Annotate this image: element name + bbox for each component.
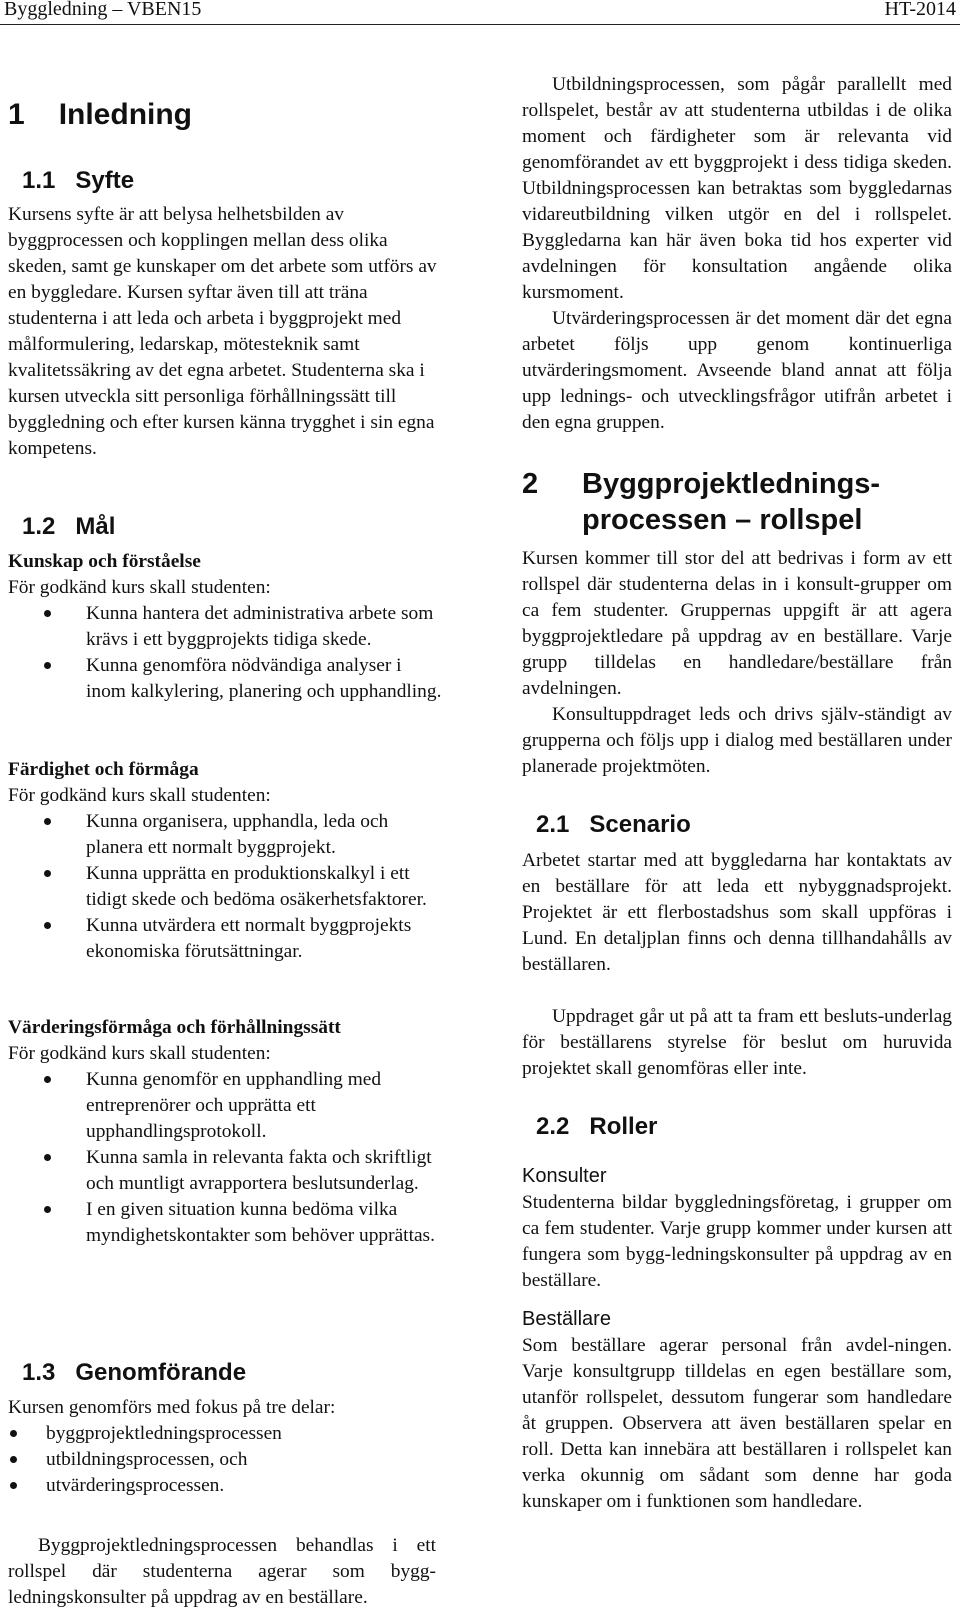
heading-title: Syfte [75,167,135,194]
goal-group-heading: Värderingsförmåga och förhållningssätt [8,1017,341,1038]
bullet-icon [44,662,51,669]
genomforande-intro: Kursen genomförs med fokus på tre delar: [8,1397,336,1418]
header-term: HT-2014 [884,0,956,20]
list-item: Kunna hantera det administrativa arbete som krävs i ett byggprojekts tidiga skede. [8,601,444,653]
bestallare-heading: Beställare [522,1308,611,1330]
heading-title-line-2: processen – rollspel [582,504,863,536]
bullet-icon [10,1430,17,1437]
heading-title-line-1: Byggprojektlednings- [582,468,881,500]
goal-list [8,601,444,705]
list-item: Kunna genomföra nödvändiga analyser i inom kalkylering, planering och upphandling. [8,653,444,705]
utvardering-paragraph: Utvärderingsprocessen är det moment där det egna arbetet följs upp genom kontinuerliga utvärderingsmoment. Avseende bland annat att följa upp lednings- och utvecklingsfrågor utifrån arbetet i den egna gruppen. [522,308,952,433]
scenario-paragraph-1: Arbetet startar med att byggledarna har kontaktats av en beställare för att leda ett nybyggnadsprojekt. Projektet är ett flerbostadshus som skall uppföras i Lund. En detaljplan finns och denna tillhandahålls av beställaren. [522,850,952,975]
goal-group-values [8,1015,444,1249]
rollspel-paragraph-2: Konsultuppdraget leds och drivs själv-ständigt av grupperna och följs upp i dialog med beställaren under planerade projektmöten. [522,704,952,777]
list-item: utbildningsprocessen, och [8,1447,444,1473]
genomforande-block [8,1395,444,1499]
goal-group-intro: För godkänd kurs skall studenten: [8,785,271,806]
goal-group-skills [8,757,444,965]
heading-2 [522,466,952,538]
genomforande-paragraph: Byggprojektledningsprocessen behandlas i ett rollspel där studenterna agerar som bygg-ledningskonsulter på uppdrag av en beställare. [8,1535,436,1608]
konsulter-paragraph: Studenterna bildar byggledningsföretag, i grupper om ca fem studenter. Varje grupp kommer under kursen att fungera som bygg-ledningskonsulter på uppdrag av en beställare. [522,1192,952,1291]
goal-group-heading: Färdighet och förmåga [8,759,199,780]
bullet-icon [44,1206,51,1213]
bullet-icon [44,1076,51,1083]
list-item: utvärderingsprocessen. [8,1473,444,1499]
bullet-icon [44,818,51,825]
heading-title: Inledning [58,98,193,131]
scenario-paragraph-2: Uppdraget går ut på att ta fram ett besluts-underlag för beställarens styrelse för beslut om huruvida projektet skall genomföras eller inte. [522,1006,952,1079]
list-item: Kunna upprätta en produktionskalkyl i ett tidigt skede och bedöma osäkerhetsfaktorer. [8,861,444,913]
bestallare-paragraph: Som beställare agerar personal från avdel-ningen. Varje konsultgrupp tilldelas en egen beställare som, utanför rollspelet, dessutom fungerar som handledare åt gruppen. Observera att även beställaren spelar en roll. Detta kan innebära att beställaren i rollspelet kan verka okunnig om sådant som denne har goda kunskaper om i funktionen som handledare. [522,1335,952,1512]
list-item: Kunna samla in relevanta fakta och skriftligt och muntligt avrapportera beslutsunderlag. [8,1145,444,1197]
list-item: Kunna organisera, upphandla, leda och planera ett normalt byggprojekt. [8,809,444,861]
heading-number: 2.1 [536,811,570,838]
utbildning-paragraph: Utbildningsprocessen, som pågår parallellt med rollspelet, består av att studenterna utbildas i de olika moment och färdigheter som är relevanta vid genomförandet av ett byggprojekt i dess tidiga skeden. Utbildningsprocessen kan betraktas som byggledarnas vidareutbildning vilken utgör en del i rollspelet. Byggledarna kan här även boka tid hos experter vid avdelningen för konsultation angående olika kursmoment. [522,74,952,303]
heading-title: Mål [75,513,116,540]
syfte-paragraph: Kursens syfte är att belysa helhetsbilden av byggprocessen och kopplingen mellan dess olika skeden, samt ge kunskaper om det arbete som utförs av en byggledare. Kursen syftar även till att träna studenterna i att leda och arbeta i byggprojekt med målformulering, ledarskap, mötesteknik samt kvalitetssäkring av det egna arbetet. Studenterna ska i kursen utveckla sitt personliga förhållningssätt till byggledning och efter kursen känna trygghet i sin egna kompetens. [8,204,437,459]
bullet-icon [44,610,51,617]
heading-1 [8,97,192,133]
heading-number: 1.2 [22,513,56,540]
heading-title: Scenario [589,811,691,838]
list-item: Kunna utvärdera ett normalt byggprojekts ekonomiska förutsättningar. [8,913,444,965]
bullet-icon [10,1456,17,1463]
goal-group-intro: För godkänd kurs skall studenten: [8,1043,271,1064]
goal-group-heading: Kunskap och förståelse [8,551,201,572]
rollspel-paragraph-1: Kursen kommer till stor del att bedrivas i form av ett rollspel där studenterna delas in i konsult-grupper om ca fem studenter. Gruppernas uppgift är att agera byggprojektledare på uppdrag av en beställare. Varje grupp tilldelas en handledare/beställare från avdelningen. [522,548,952,699]
list-item: byggprojektledningsprocessen [8,1421,444,1447]
heading-1-1 [22,166,134,196]
konsulter-heading: Konsulter [522,1165,607,1187]
heading-1-3 [22,1358,246,1388]
goal-list [8,809,444,965]
header-course: Byggledning – VBEN15 [4,0,202,20]
goal-group-knowledge [8,549,444,705]
bullet-icon [44,870,51,877]
heading-2-1 [536,810,691,840]
bullet-icon [44,1154,51,1161]
heading-number: 1.1 [22,167,56,194]
bullet-icon [10,1482,17,1489]
heading-2-2 [536,1112,657,1142]
list-item: Kunna genomför en upphandling med entreprenörer och upprätta ett upphandlingsprotokoll. [8,1067,444,1145]
heading-number: 1.3 [22,1359,56,1386]
running-header [0,0,960,25]
list-item: I en given situation kunna bedöma vilka myndighetskontakter som behöver upprättas. [8,1197,444,1249]
goal-group-intro: För godkänd kurs skall studenten: [8,577,271,598]
bullet-icon [44,922,51,929]
goal-list [8,1067,444,1249]
heading-title: Genomförande [75,1359,247,1386]
heading-number: 1 [8,98,25,131]
heading-number: 2.2 [536,1113,570,1140]
heading-title: Roller [589,1113,658,1140]
heading-1-2 [22,512,115,542]
process-list [8,1421,444,1499]
heading-number: 2 [522,468,539,500]
